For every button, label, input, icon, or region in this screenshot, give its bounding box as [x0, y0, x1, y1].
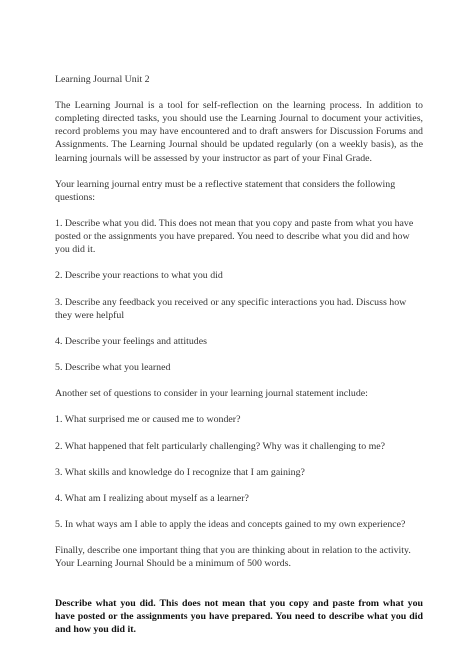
question-item: 3. Describe any feedback you received or any specific interactions you had. Discuss how they were helpful: [55, 296, 407, 321]
second-question-item: 5. In what ways am I able to apply the ideas and concepts gained to my own experience?: [55, 519, 406, 531]
intro-paragraph: The Learning Journal is a tool for self-reflection on the learning process. In addition to completing directed tasks, you should use the Learning Journal to document your activities, record problems you may have encountered and to draft answers for Discussion Forums and Assignments. The Learning Journal should be updated regularly (on a weekly basis), as the learning journals will be assessed by your instructor as part of your Final Grade.: [55, 100, 423, 164]
second-question-item: 3. What skills and knowledge do I recognize that I am gaining?: [55, 466, 305, 478]
second-question-item: 1. What surprised me or caused me to wonder?: [55, 414, 241, 426]
second-questions-prompt: Another set of questions to consider in your learning journal statement include:: [55, 388, 368, 400]
document-title: Learning Journal Unit 2: [55, 74, 150, 85]
question-item: 4. Describe your feelings and attitudes: [55, 335, 207, 347]
question-item: 5. Describe what you learned: [55, 362, 171, 374]
second-question-item: 4. What am I realizing about myself as a learner?: [55, 493, 249, 504]
bold-heading: Describe what you did. This does not mean that you copy and paste from what you have posted or the assignments you have prepared. You need to describe what you did and how you did it.: [55, 597, 423, 635]
question-item: 2. Describe your reactions to what you did: [55, 270, 223, 282]
questions-prompt: Your learning journal entry must be a reflective statement that considers the following questions:: [55, 178, 396, 203]
closing-paragraph: Finally, describe one important thing that you are thinking about in relation to the activity. Your Learning Journal Should be a minimum of 500 words.: [55, 545, 411, 570]
document-page: [55, 73, 423, 649]
question-item: 1. Describe what you did. This does not mean that you copy and paste from what you have posted or the assignments you have prepared. You need to describe what you did and how you did it.: [55, 218, 414, 256]
second-question-item: 2. What happened that felt particularly challenging? Why was it challenging to me?: [55, 440, 386, 452]
